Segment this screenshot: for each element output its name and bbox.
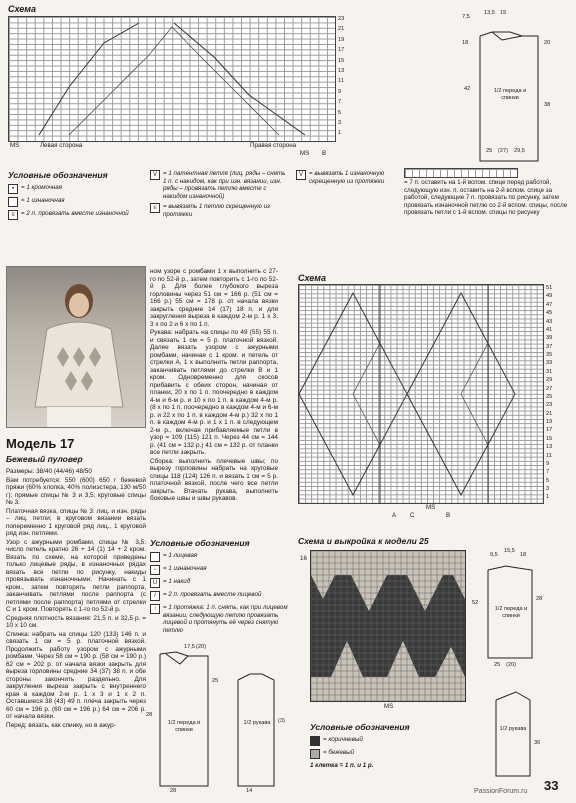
- cable-symbol-text: = 7 п. оставить на 1-й вспом. спице перед работой, следующую изн. п. оставить на 2-й вспом. спице за работой, следующие 7 п. провязать по рисунку, затем провязать изнаночной петлю со 2-й вспом. спицы, после провязать петли с 1-й вспом. спицы по рисунку: [404, 179, 568, 217]
- legend-text: = вывязать 1 петлю скрещенную из протяжки: [163, 203, 270, 218]
- main-chart-label-b: B: [446, 512, 451, 519]
- row-label: 27: [546, 385, 553, 392]
- legend-text: = 1 изнаночная: [21, 197, 65, 204]
- legend-text: = 1 изнаночная: [163, 565, 207, 572]
- para-pattern: Узор с ажурными ромбами, спицы № 3,5: число петель кратно 26 + 14 (1) 14 + 2 кром. Вязать по схеме, на которой приведены только лицевые ряды, в изнаночных рядах вязать все петли по рисунку, накиды провязывать изнаночными. Начинать с 1 кром., затем повторять петли раппорта, заканчивать петлями после раппорта (с петлями после раппорта) петлями от стрелки С и 1 кром. Повторять с 1-го по 52-й р.: [6, 538, 146, 613]
- para-front-cont: ном узоре с ромбами 1 х выполнить с 27-го по 52-й р., затем повторить с 1-го по 52-й р. Для более глубокого выреза горловины через 51 см = 166 р. (51 см = 166 р.) 55 см = 178 р. от начала вязки закрыть средние 14 (17) 18 п. и для закругления выреза в каждом 2-м р. 1 х 3, 3 х по 2 и 6 х по 1 п.: [150, 268, 278, 328]
- legend-text: = 1 кромочная: [21, 184, 63, 191]
- slip-stitch-icon: V: [150, 170, 160, 180]
- crossed-strand-icon: ≤: [150, 203, 160, 213]
- pattern-mid-dim: 25: [212, 678, 219, 684]
- top-legend-col2: [150, 170, 290, 222]
- legend-text: = 2 п. провязать вместе изнаночной: [21, 210, 129, 217]
- row-label: 15: [546, 435, 553, 442]
- pattern-top: [440, 6, 570, 166]
- para-back: Спинка: набрать на спицы 120 (133) 146 п. и связать 1 см = 5 р. платочной вязкой. Продолжить работу узором с ажурными ромбами. Через 58 см = 190 р. (58 см = 190 р.) 62 см = 202 р. от начала вязки закрыть для выреза горловины средние 34 (37) 38 п. и обе стороны закончить раздельно. Для закругления выреза закрыть с внутреннего края в каждом 2-м р. 1 х 3 и 1 х 2 п. Оставшиеся 38 (43) 49 п. плеча закрыть через 60 см = 196 р. (60 см = 196 р.) 64 см = 206 р. от начала вязки.: [6, 630, 146, 720]
- top-legend-title: Условные обозначения: [8, 170, 108, 180]
- main-chart-label-c: C: [410, 512, 415, 519]
- pattern-bottom-dim: 25: [494, 662, 501, 668]
- top-chart-ms-right: MS: [300, 150, 310, 157]
- pattern-mid-dim: (3): [278, 718, 285, 724]
- crossed-purl-icon: V: [296, 170, 306, 180]
- beige-color-icon: [310, 749, 320, 759]
- model-photo-figure: [7, 267, 145, 427]
- model-photo: [6, 266, 146, 428]
- row-label: 51: [546, 285, 553, 291]
- row-label: 33: [546, 360, 553, 367]
- row-label: 11: [546, 452, 552, 459]
- main-chart-label-a: A: [392, 512, 397, 519]
- pattern-mid-dim: 28: [170, 788, 177, 794]
- pattern-top-dim: (27): [498, 148, 508, 154]
- pattern-top-dim: 20: [544, 40, 551, 46]
- pattern-mid: [146, 640, 296, 798]
- top-chart-ms-left: MS: [10, 142, 20, 149]
- row-label: 7: [546, 469, 550, 476]
- top-chart-right-side: Правая сторона: [250, 142, 297, 149]
- row-label: 21: [546, 410, 553, 417]
- para-gauge: Средняя плотность вязания: 21,5 п. и 32,5 р. = 10 х 10 см.: [6, 614, 146, 629]
- top-legend-col3: [296, 170, 406, 188]
- pattern-bottom-dim: 52: [472, 600, 479, 606]
- row-label: 3: [546, 486, 550, 492]
- row-label: 23: [546, 402, 553, 409]
- main-chart-diamonds: [299, 285, 543, 503]
- row-label: 5: [338, 109, 342, 116]
- pattern-bottom-dim: 28: [536, 596, 543, 602]
- top-chart-title: Схема: [8, 4, 36, 14]
- pattern-top-dim: 15: [500, 10, 507, 16]
- row-label: 17: [338, 47, 345, 54]
- middle-instructions: [150, 268, 278, 532]
- row-label: 23: [338, 16, 345, 22]
- pattern-mid-dim: (20): [196, 644, 206, 650]
- row-label: 29: [546, 377, 553, 384]
- pattern-mid-body-label: 1/2 переда и спинки: [167, 720, 201, 733]
- para-garter: Платочная вязка, спицы № 3: лиц. и изн. ряды – лиц. петли; в круговом вязании вязать попеременно 1 круговой ряд лиц., 1 круговой ряд изн. петлями.: [6, 507, 146, 537]
- row-label: 5: [546, 477, 550, 484]
- top-chart-diamond-lines: [9, 17, 335, 141]
- selvage-stitch-icon: •: [8, 184, 18, 194]
- bottom-chart-row-top: 16: [300, 555, 307, 562]
- bottom-chart-motif: [311, 551, 465, 701]
- purl-two-together-icon: ≡: [8, 210, 18, 220]
- page-number: 33: [544, 778, 559, 793]
- yarn-over-icon: U: [150, 578, 160, 588]
- purl-stitch-icon: [8, 197, 18, 207]
- legend-text: = коричневый: [323, 736, 363, 743]
- row-label: 13: [546, 444, 553, 451]
- main-chart-label-ms: MS: [426, 504, 436, 511]
- pattern-top-dim: 38: [544, 102, 551, 108]
- para-sizes: Размеры: 38/40 (44/46) 48/50: [6, 468, 92, 475]
- slip-pass-over-icon: ↑: [150, 604, 160, 614]
- row-label: 37: [546, 343, 553, 350]
- pattern-top-dim: 13,5: [484, 10, 495, 16]
- row-label: 9: [546, 460, 550, 467]
- top-chart-grid: [8, 16, 336, 142]
- bottom-chart-grid: [310, 550, 466, 702]
- bottom-legend-title: Условные обозначения: [310, 722, 410, 732]
- pattern-top-label: 1/2 переда и спинки: [493, 88, 527, 101]
- row-label: 25: [546, 393, 553, 400]
- legend-text: = 1 патентная петля (лиц. ряды – снять 1 п. с накидом, как при изн. вязании, изн. ряды – провязать петлю вместе с накидом изнаночной): [163, 170, 286, 200]
- top-chart-left-side: Левая сторона: [40, 142, 83, 149]
- left-instructions: [6, 468, 146, 794]
- pattern-mid-dim: 28: [146, 712, 153, 718]
- mid-legend: [150, 552, 292, 637]
- pattern-mid-outline: [146, 640, 296, 798]
- legend-note: 1 клетка = 1 п. и 1 р.: [310, 762, 374, 769]
- pattern-bottom-dim: 18: [520, 552, 527, 558]
- pattern-mid-sleeve-label: 1/2 рукава: [243, 720, 271, 726]
- main-chart-grid: [298, 284, 544, 504]
- model-subtitle: Бежевый пуловер: [6, 454, 83, 464]
- brown-color-icon: [310, 736, 320, 746]
- legend-text: = 1 протяжка: 1 п. снять, как при лицевом вязании, следующую петлю провязать лицевой и протянуть её через снятую петлю: [163, 604, 288, 634]
- row-label: 21: [338, 26, 345, 33]
- pattern-top-dim: 42: [464, 86, 471, 92]
- row-label: 9: [338, 88, 342, 95]
- pattern-top-dim: 29,5: [514, 148, 525, 154]
- purl-stitch-icon: −: [150, 565, 160, 575]
- cable-symbol-strip: [404, 168, 518, 178]
- legend-text: = 1 лицевая: [163, 552, 198, 559]
- bottom-legend: [310, 736, 470, 770]
- row-label: 1: [338, 130, 342, 137]
- row-label: 35: [546, 352, 553, 358]
- pattern-bottom-dim: 9,5: [490, 552, 498, 558]
- pattern-bottom-dim: (20): [506, 662, 516, 668]
- model-heading: Модель 17: [6, 436, 75, 451]
- pattern-bottom-outline: [466, 540, 572, 780]
- row-label: 15: [338, 57, 345, 64]
- pattern-mid-dim: 17,5: [184, 644, 195, 650]
- top-chart-b: B: [322, 150, 327, 157]
- row-label: 3: [338, 120, 342, 127]
- bottom-chart-ms: MS: [384, 703, 394, 710]
- pattern-top-dim: 25: [486, 148, 493, 154]
- row-label: 17: [546, 427, 553, 434]
- row-label: 7: [338, 99, 342, 106]
- para-materials: Вам потребуется: 550 (600) 650 г бежевой пряжи (60% хлопка, 40% полиэстера, 130 м/50 г); прямые спицы № 3 и 3,5; круговые спицы № 3.: [6, 476, 146, 506]
- row-label: 19: [546, 419, 553, 425]
- legend-text: = 1 накид: [163, 578, 191, 585]
- knit-two-together-icon: /: [150, 591, 160, 601]
- pattern-bottom-dim: 15,5: [504, 548, 515, 554]
- footer-watermark: PassionForum.ru: [474, 788, 528, 795]
- bottom-chart-title: Схема и выкройка к модели 25: [298, 536, 429, 546]
- row-label: 39: [546, 335, 553, 342]
- para-assembly: Сборка: выполнить плечевые швы; по вырезу горловины набрать на круговые спицы 118 (124) 126 п. и вязать 1 см = 5 р. платочной вязкой, после чего все петли закрыть. Втачать рукава, выполнить боковые швы и швы рукавов.: [150, 457, 278, 502]
- row-label: 47: [546, 301, 553, 308]
- top-legend-col1: [8, 184, 148, 223]
- row-label: 13: [338, 68, 345, 75]
- pattern-top-dim: 18: [462, 40, 469, 46]
- pattern-bottom-sleeve-label: 1/2 рукава: [499, 726, 527, 732]
- row-label: 19: [338, 36, 345, 43]
- row-label: 49: [546, 293, 553, 300]
- pattern-top-dim: 7,5: [462, 14, 470, 20]
- pattern-bottom-dim: 36: [534, 740, 541, 746]
- row-label: 45: [546, 310, 553, 317]
- pattern-mid-dim: 14: [246, 788, 253, 794]
- main-chart-row-labels: [546, 284, 552, 502]
- legend-text: = вывязать 1 изнаночную скрещенную из протяжки: [309, 170, 385, 185]
- pattern-bottom-body-label: 1/2 переда и спинки: [494, 606, 528, 619]
- legend-text: = 2 п. провязать вместе лицевой: [163, 591, 262, 598]
- mid-legend-title: Условные обозначения: [150, 538, 250, 548]
- row-label: 1: [546, 494, 550, 501]
- legend-text: = бежевый: [323, 749, 355, 756]
- row-label: 43: [546, 318, 553, 325]
- row-label: 41: [546, 326, 553, 333]
- pattern-top-outline: [440, 6, 570, 166]
- pattern-bottom: [466, 540, 572, 780]
- top-chart-row-labels: [338, 16, 344, 137]
- para-front: Перед: вязать, как спинку, но в ажур-: [6, 721, 116, 729]
- main-chart-title: Схема: [298, 273, 326, 283]
- row-label: 11: [338, 78, 344, 85]
- row-label: 31: [546, 368, 553, 375]
- para-sleeves: Рукава: набрать на спицы по 49 (55) 55 п. и связать 1 см = 5 р. платочной вязкой. Далее вязать узором с ажурными ромбами, начиная с 1 кром. и петель от стрелки А, 1 х выполнить петли раппорта, заканчивать петлями до стрелки В и 1 кром. Одновременно для скосов прибавить с обеих сторон, начиная от планки, 20 х по 1 п. поочередно в каждом 4-м и 6-м р. и 10 х по 1 п. в каждом 4-м р. (8 х по 1 п. поочередно в каждом 4-м и 6-м р. и 22 х по 1 п. в каждом 4-м р.) 32 х по 1 п. в каждом 4-м р. и 1 х 1 п. в следующем 2-м р., включая прибавляемые петли в узор = 109 (115) 121 п. Через 44 см = 144 р. (41 см = 132 р.) 41 см = 132 р. от планки все петли закрыть.: [150, 329, 278, 456]
- knit-stitch-icon: [150, 552, 160, 562]
